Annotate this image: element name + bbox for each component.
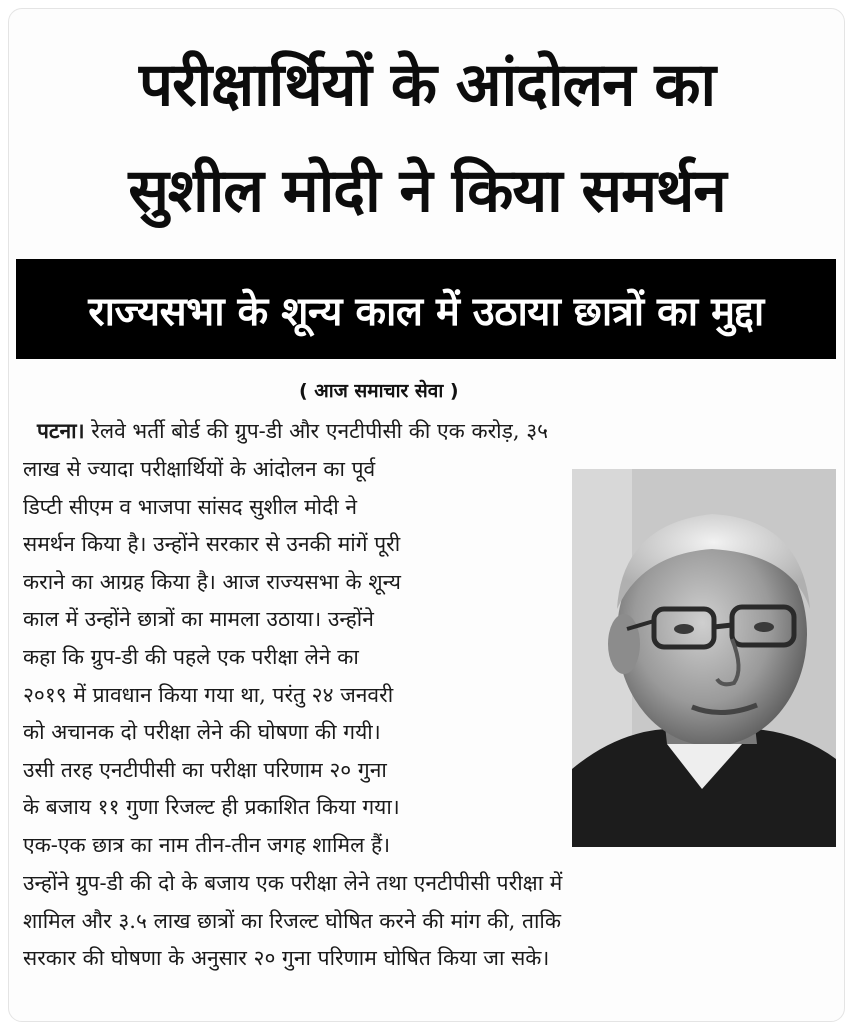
column-line: के बजाय ११ गुणा रिजल्ट ही प्रकाशित किया गया।	[23, 795, 400, 820]
article-continuation	[23, 865, 838, 978]
portrait-photo-drawing	[572, 469, 836, 847]
article-column	[23, 451, 563, 865]
headline-line-1: परीक्षार्थियों के आंदोलन का	[138, 50, 715, 120]
news-agency-credit: ( आज समाचार सेवा )	[299, 380, 459, 402]
full-line: शामिल और ३.५ लाख छात्रों का रिजल्ट घोषित करने की मांग की, ताकि	[23, 908, 561, 933]
full-line: उन्होंने ग्रुप-डी की दो के बजाय एक परीक्षा लेने तथा एनटीपीसी परीक्षा में	[23, 871, 563, 895]
column-line: समर्थन किया है। उन्होंने सरकार से उनकी मांगें पूरी	[23, 532, 401, 557]
intro-text: रेलवे भर्ती बोर्ड की ग्रुप-डी और एनटीपीसी की एक करोड़, ३५	[84, 419, 549, 443]
column-line: एक-एक छात्र का नाम तीन-तीन जगह शामिल हैं।	[23, 832, 391, 857]
column-line: लाख से ज्यादा परीक्षार्थियों के आंदोलन का पूर्व	[23, 457, 376, 481]
subheadline-banner	[16, 259, 836, 359]
dateline: पटना।	[37, 419, 85, 443]
full-line: सरकार की घोषणा के अनुसार २० गुना परिणाम घोषित किया जा सके।	[23, 946, 550, 971]
headline-line-2: सुशील मोदी ने किया समर्थन	[128, 156, 726, 226]
subheadline: राज्यसभा के शून्य काल में उठाया छात्रों का मुद्दा	[88, 288, 764, 335]
newspaper-clipping	[8, 8, 845, 1022]
column-line: उसी तरह एनटीपीसी का परीक्षा परिणाम २० गुना	[23, 757, 387, 782]
column-line: कराने का आग्रह किया है। आज राज्यसभा के शून्य	[23, 569, 401, 594]
column-line: डिप्टी सीएम व भाजपा सांसद सुशील मोदी ने	[23, 494, 358, 519]
column-line: कहा कि ग्रुप-डी की पहले एक परीक्षा लेने का	[23, 644, 359, 669]
column-line: काल में उन्होंने छात्रों का मामला उठाया। उन्होंने	[23, 607, 374, 632]
article-intro	[37, 413, 837, 451]
portrait-photo-icon	[572, 469, 836, 847]
column-line: को अचानक दो परीक्षा लेने की घोषणा की गयी।	[23, 720, 381, 745]
column-line: २०१९ में प्रावधान किया गया था, परंतु २४ जनवरी	[23, 682, 394, 707]
